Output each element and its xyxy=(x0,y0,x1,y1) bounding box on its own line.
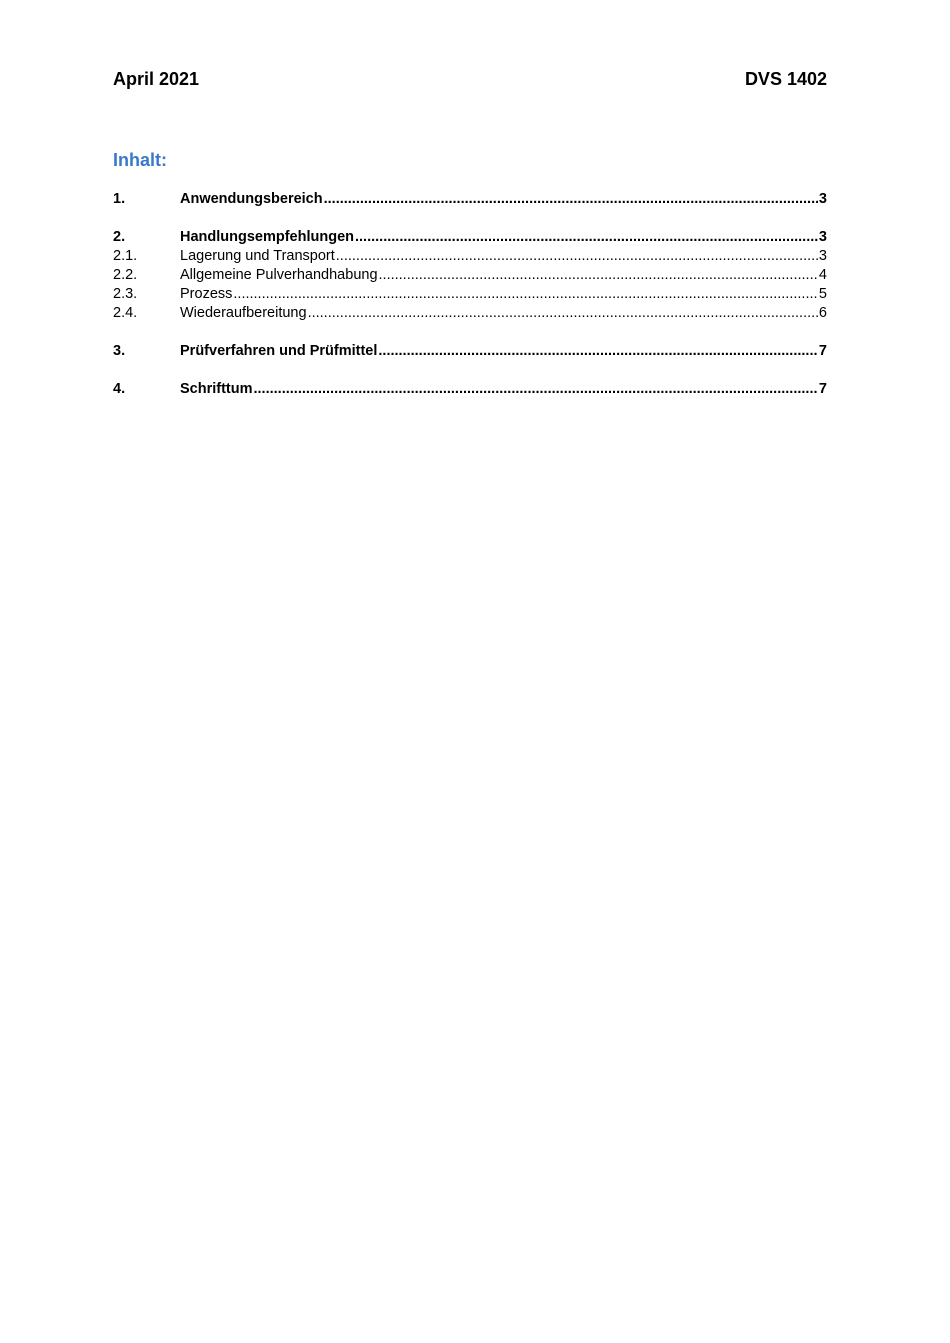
header-doc-id: DVS 1402 xyxy=(744,69,827,89)
toc-leader-dots xyxy=(324,190,818,209)
toc-entry-page: 6 xyxy=(818,305,827,321)
toc-entry-number: 4. xyxy=(113,381,126,397)
toc-entry-label: Wiederaufbereitung xyxy=(180,305,307,321)
toc-entry-page: 7 xyxy=(818,381,827,397)
toc-entry-handlungsempfehlungen[interactable] xyxy=(113,228,827,247)
page-header xyxy=(113,66,827,92)
toc-entry-page: 4 xyxy=(818,267,827,283)
toc-entry-label: Schrifttum xyxy=(180,381,253,397)
toc-entry-allgemeine-pulverhandhabung[interactable] xyxy=(113,266,827,285)
toc-entry-schrifttum[interactable] xyxy=(113,380,827,399)
toc-entry-number: 2. xyxy=(113,229,126,245)
toc-leader-dots xyxy=(379,266,818,285)
toc-entry-anwendungsbereich[interactable] xyxy=(113,190,827,209)
toc-leader-dots xyxy=(308,304,818,323)
toc-leader-dots xyxy=(378,342,818,361)
toc-entry-page: 5 xyxy=(818,286,827,302)
toc-entry-page: 3 xyxy=(818,191,827,207)
toc-entry-wiederaufbereitung[interactable] xyxy=(113,304,827,323)
toc-entry-label: Handlungsempfehlungen xyxy=(180,229,354,245)
toc-entry-pruefverfahren-und-pruefmittel[interactable] xyxy=(113,342,827,361)
toc-entry-label: Lagerung und Transport xyxy=(180,248,335,264)
toc-entry-label: Prozess xyxy=(180,286,233,302)
header-date: April 2021 xyxy=(113,69,200,89)
toc-entry-label: Anwendungsbereich xyxy=(180,191,323,207)
toc-entry-number: 2.4. xyxy=(113,305,138,321)
toc-entry-page: 3 xyxy=(818,229,827,245)
toc-entry-number: 2.1. xyxy=(113,248,138,264)
toc-entry-label: Prüfverfahren und Prüfmittel xyxy=(180,343,378,359)
toc-entry-page: 7 xyxy=(818,343,827,359)
toc-entry-number: 3. xyxy=(113,343,126,359)
toc-entry-prozess[interactable] xyxy=(113,285,827,304)
toc-leader-dots xyxy=(233,285,818,304)
toc-entry-number: 2.3. xyxy=(113,286,138,302)
table-of-contents xyxy=(113,190,827,399)
toc-leader-dots xyxy=(355,228,818,247)
toc-entry-label: Allgemeine Pulverhandhabung xyxy=(180,267,378,283)
toc-leader-dots xyxy=(254,380,818,399)
toc-entry-lagerung-und-transport[interactable] xyxy=(113,247,827,266)
toc-leader-dots xyxy=(336,247,818,266)
toc-entry-page: 3 xyxy=(818,248,827,264)
toc-entry-number: 1. xyxy=(113,191,126,207)
toc-entry-number: 2.2. xyxy=(113,267,138,283)
toc-title: Inhalt: xyxy=(113,150,167,170)
